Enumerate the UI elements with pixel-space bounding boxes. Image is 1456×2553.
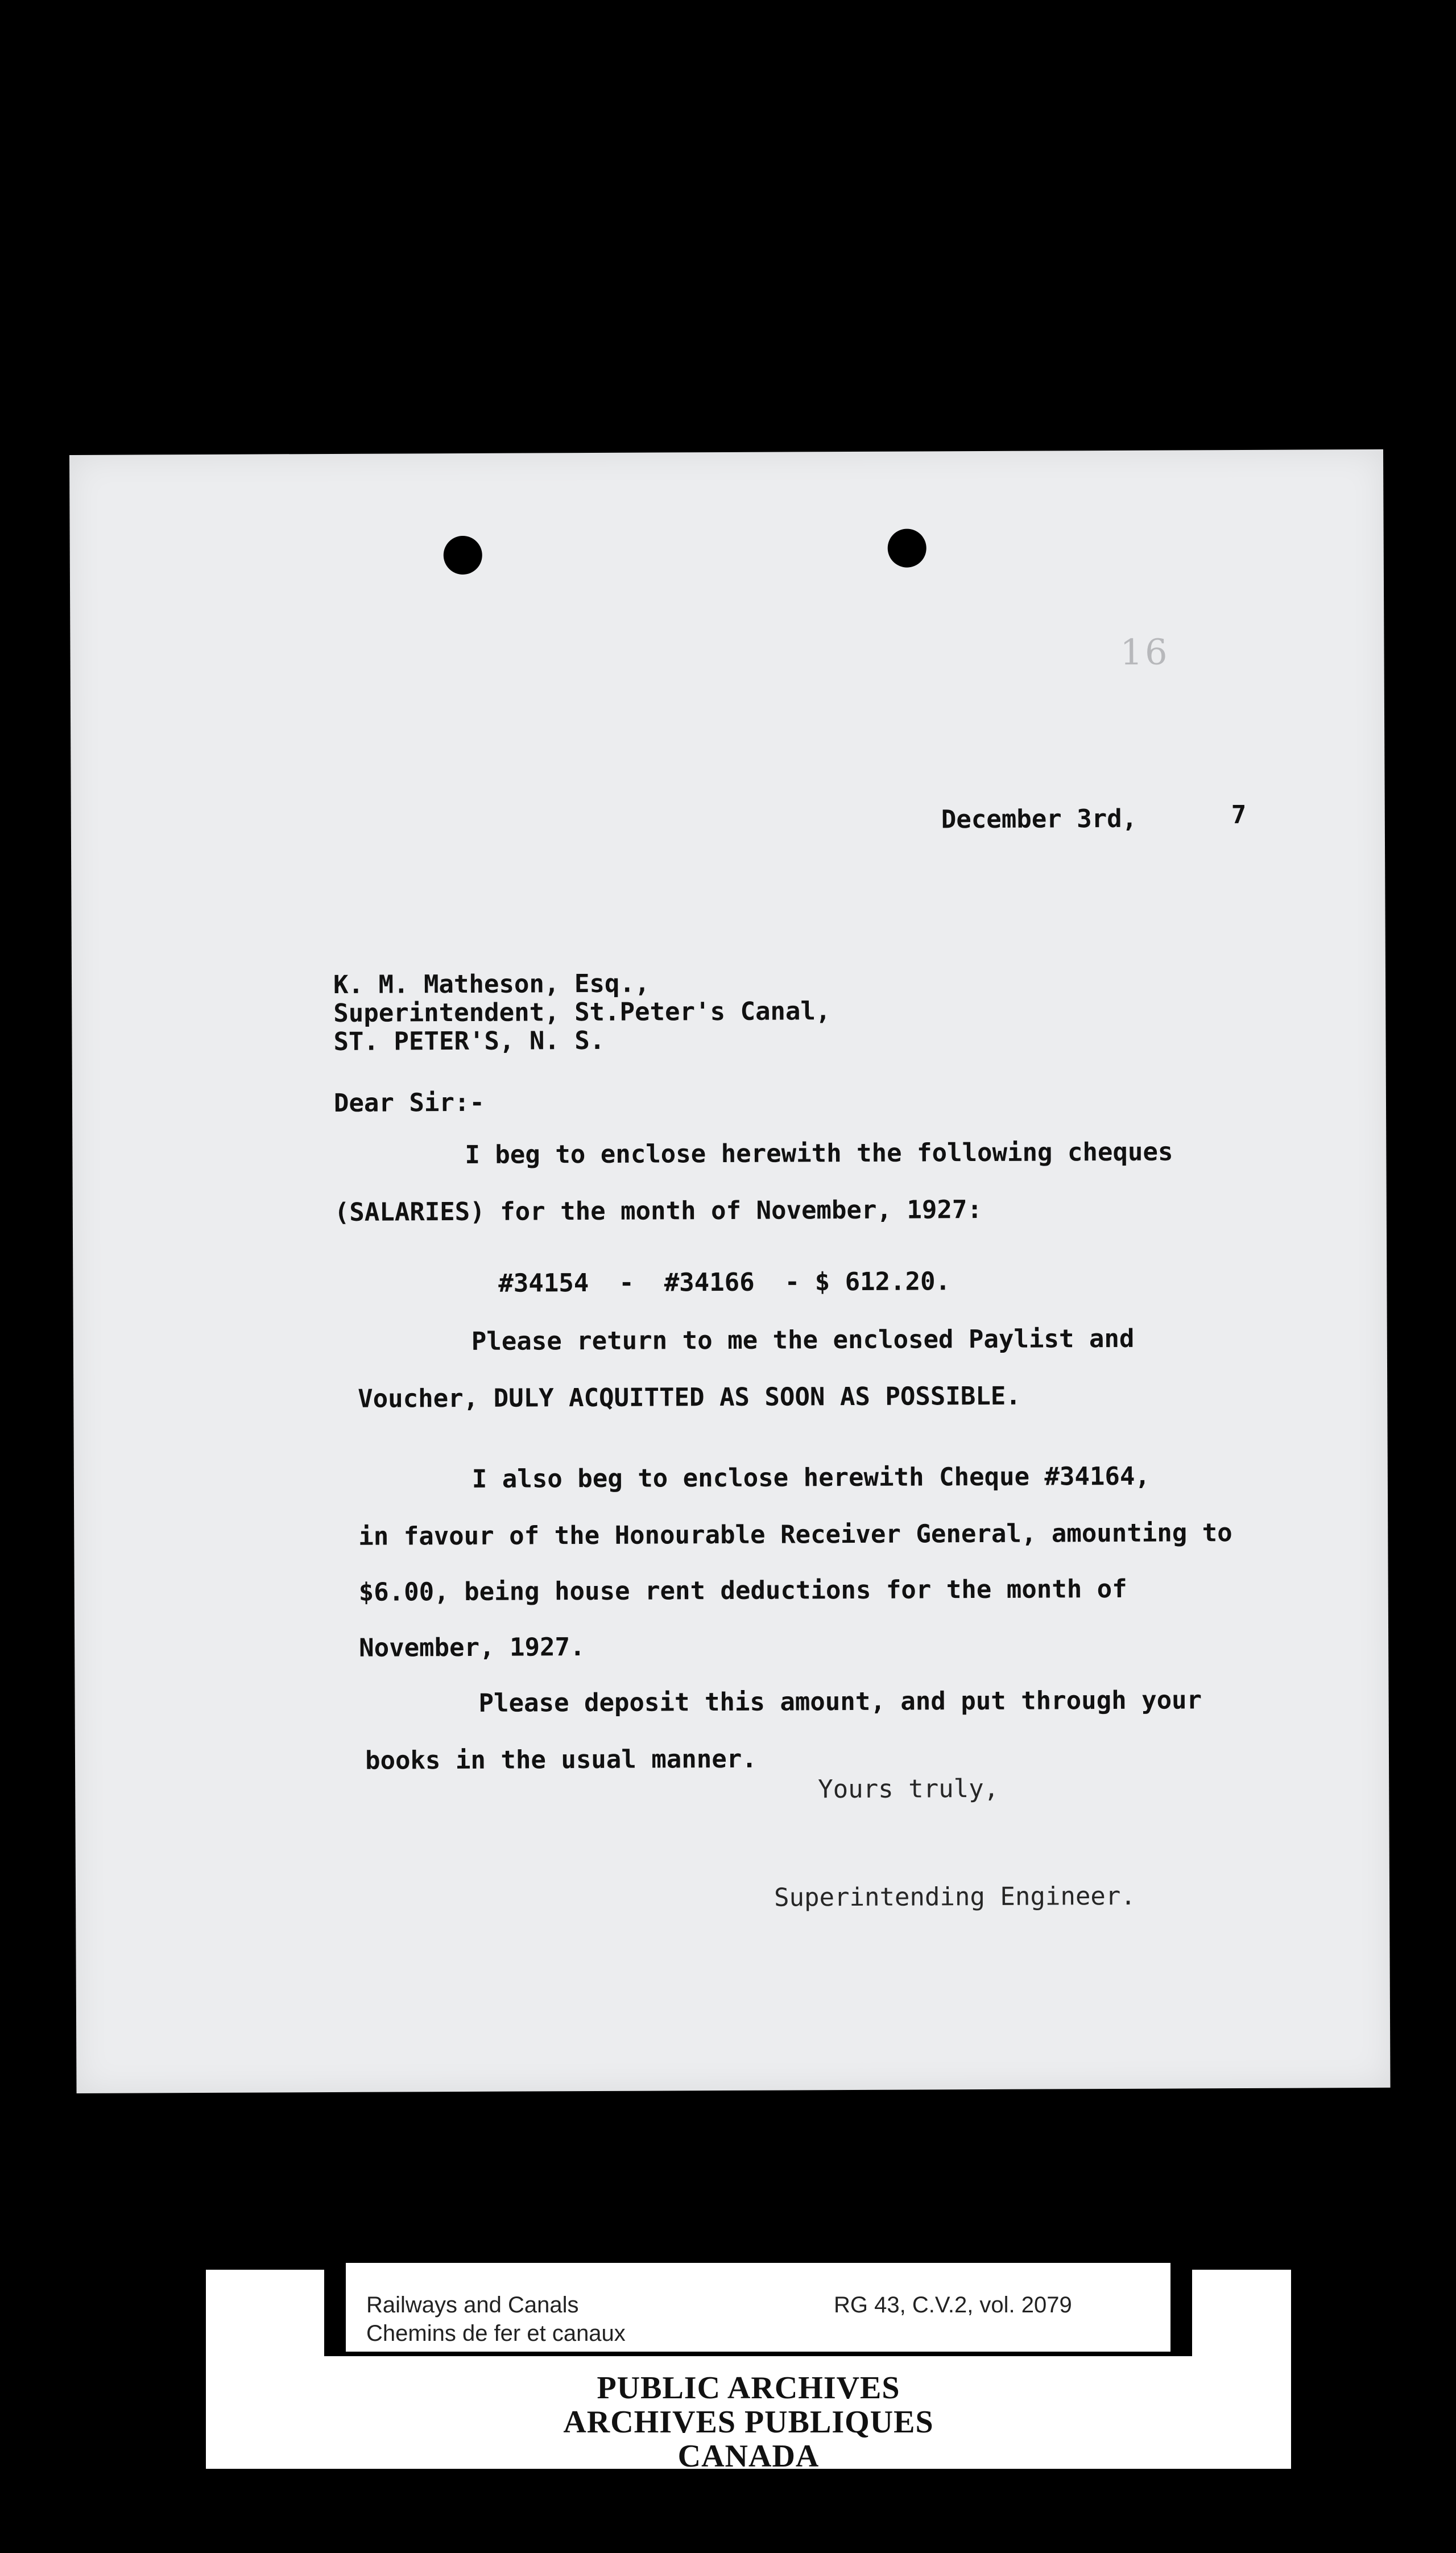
fonds-french: Chemins de fer et canaux: [366, 2321, 626, 2346]
addressee-location: ST. PETER'S, N. S.: [333, 1026, 605, 1056]
closing: Yours truly,: [818, 1774, 999, 1804]
body-p2-line2: Voucher, DULY ACQUITTED AS SOON AS POSSIBLE.: [358, 1381, 1021, 1414]
addressee-name: K. M. Matheson, Esq.,: [333, 969, 650, 999]
body-p4-line2: books in the usual manner.: [365, 1744, 757, 1775]
file-stamp-number: 16: [1120, 631, 1170, 673]
signature-title: Superintending Engineer.: [774, 1881, 1136, 1912]
punch-hole-right: [888, 528, 926, 567]
archive-reference: RG 43, C.V.2, vol. 2079: [834, 2292, 1072, 2317]
punch-hole-left: [444, 536, 482, 575]
letter-page: [69, 449, 1391, 2093]
date-year-fragment: 7: [1231, 800, 1247, 830]
body-p3-line4: November, 1927.: [359, 1633, 585, 1663]
fonds-english: Railways and Canals: [366, 2292, 579, 2317]
body-p3-line2: in favour of the Honourable Receiver General, amounting to: [358, 1518, 1232, 1551]
body-p3-line1: I also beg to enclose herewith Cheque #34164,: [471, 1461, 1151, 1494]
body-p4-line1: Please deposit this amount, and put through your: [478, 1686, 1202, 1718]
body-p2-line1: Please return to me the enclosed Paylist and: [471, 1324, 1135, 1356]
cheque-range: #34154 - #34166 - $ 612.20.: [498, 1267, 951, 1298]
body-p1-line2: (SALARIES) for the month of November, 1927:: [334, 1195, 983, 1227]
salutation: Dear Sir:-: [333, 1088, 485, 1118]
addressee-title: Superintendent, St.Peter's Canal,: [333, 997, 831, 1028]
body-p1-line1: I beg to enclose herewith the following cheques: [465, 1137, 1173, 1170]
body-p3-line3: $6.00, being house rent deductions for the month of: [358, 1574, 1127, 1607]
date-line: December 3rd,: [941, 804, 1138, 835]
archive-reference-tab: [324, 2263, 1192, 2356]
archives-line-1: PUBLIC ARCHIVES: [597, 2370, 900, 2406]
archives-line-2: ARCHIVES PUBLIQUES: [563, 2405, 934, 2440]
archives-line-3: CANADA: [677, 2439, 820, 2474]
